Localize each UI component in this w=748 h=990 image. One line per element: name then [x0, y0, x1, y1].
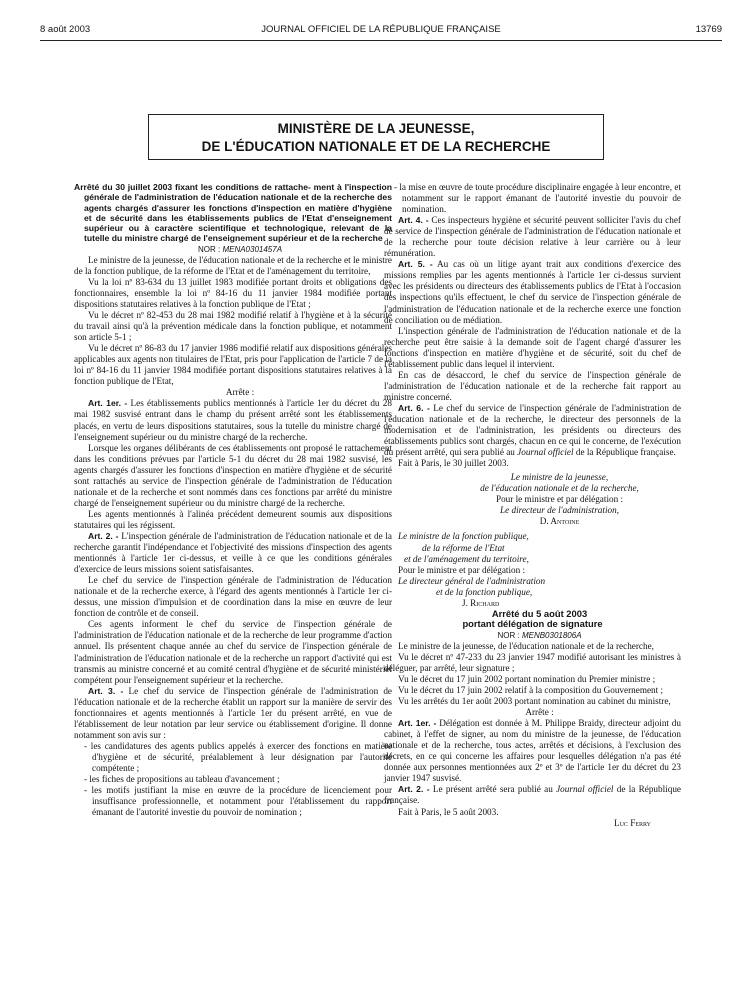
- arrete2-title-line-2: portant délégation de signature: [462, 618, 603, 630]
- arrete2-para: Le ministre de la jeunesse, de l'éducation nationale et de la recherche,: [398, 640, 654, 651]
- article-text: Délégation est donnée à M. Philippe Braidy, directeur adjoint du cabinet, à l'effet de signer, au nom du ministre de la jeunesse, de l'éducation nationale et de la recherche, tous actes, arrêtés et décisions, à l'exclusion des décrets, en ce qui concerne les affaires pour lesquelles délégation n'a pas été donnée aux personnes mentionnées aux 2º et 3º de l'article 1er du décret du 23 janvier 1947 susvisé.: [384, 718, 681, 784]
- arrete1-para: Les agents mentionnés à l'alinéa précédent demeurent soumis aux dispositions statutaires qui les régissent.: [74, 508, 392, 530]
- arrete2-fait: Fait à Paris, le 5 août 2003.: [398, 806, 499, 817]
- arrete1-article-4: [384, 215, 681, 259]
- signature-line: Pour le ministre et par délégation :: [495, 494, 624, 505]
- article-text: Ces inspecteurs hygiène et sécurité peuvent solliciter l'avis du chef de service de l'inspection générale de l'administration de l'éducation nationale et de la recherche pour toute décision relative à leur carrière ou à leur rémunération.: [384, 215, 681, 259]
- arrete1-para: Le chef du service de l'inspection générale de l'administration de l'éducation nationale et de la recherche exerce, à l'égard des agents mentionnés à l'article 1er ci-dessus, une mission d'impulsion et de coordination dans la mise en œuvre de leur fonction de contrôle et de conseil.: [74, 575, 392, 619]
- article-text: Au cas où un litige ayant trait aux conditions d'exercice des missions remplies par les agents mentionnés à l'article 1er ci-dessus survient avec les présidents ou directeurs des établissements publics de l'Etat à l'occasion des inspections qu'ils effectuent, le chef du service de l'inspection générale de l'administration de l'éducation nationale et de la recherche exerce une fonction de conciliation ou de médiation.: [384, 259, 682, 325]
- nor-code: MENB0301806A: [521, 630, 582, 640]
- left-column: [74, 182, 392, 818]
- arrete1-article-5: [384, 259, 681, 325]
- signature-line: Le directeur de l'administration,: [499, 505, 619, 516]
- arrete1-para: Lorsque les organes délibérants de ces établissements ont proposé le rattachement dans les conditions prévues par l'article 5-1 du décret du 28 mai 1982 susvisé, les agents chargés d'assurer les fonctions d'inspection en matière d'hygiène et de sécurité sont rattachés au service de l'inspection générale de l'administration de l'éducation nationale et de la recherche et sont nommés dans ces fonctions par arrêté du ministre chargé de l'enseignement supérieur ou du ministre chargé de la recherche.: [74, 442, 392, 508]
- arrete2-title-line-1: Arrêté du 5 août 2003: [491, 607, 588, 619]
- right-column: [384, 182, 681, 829]
- running-header: [40, 24, 722, 38]
- header-journal-title: JOURNAL OFFICIEL DE LA RÉPUBLIQUE FRANÇAISE: [261, 24, 501, 35]
- signature-line: Le directeur général de l'administration: [398, 575, 546, 586]
- article-text: de la République française.: [384, 784, 681, 806]
- article-label: Art. 1er. -: [398, 718, 437, 729]
- article-text: Les établissements publics mentionnés à l'article 1er du décret du 28 mai 1982 susvisé entrant dans le champ du présent arrêté sont les établissements placés, en vertu de leurs dispositions statutaires, sous la tutelle du ministre chargé de l'enseignement supérieur ou du ministre chargé de la recherche.: [74, 398, 392, 442]
- signatory-name: D. Antoine: [539, 516, 580, 527]
- arrete1-fait: Fait à Paris, le 30 juillet 2003.: [398, 458, 509, 469]
- article-text: Le présent arrêté sera publié au: [432, 784, 557, 795]
- signature-line: Le ministre de la jeunesse,: [510, 472, 609, 483]
- signatory-name: J. Richard: [462, 597, 500, 608]
- signatory: [384, 818, 681, 829]
- arrete1-article-6: [384, 403, 681, 458]
- arrete1-title: [74, 182, 392, 244]
- arrete1-para: L'inspection générale de l'administration de l'éducation nationale et de la recherche peut être saisie à la demande soit de l'agent chargé d'assurer les fonctions d'inspection en matière d'hygiène et de sécurité, soit du chef de l'établissement public dans lequel il intervient.: [384, 325, 681, 369]
- article-text: L'inspection générale de l'administration de l'éducation nationale et de la recherche garantit l'indépendance et l'objectivité des missions d'inspection des agents mentionnés à l'article 1er ci-dessus, et veille à ce que les conditions générales d'exercice de leurs missions soient satisfaisantes.: [74, 531, 393, 575]
- article-label: Art. 3. -: [88, 685, 124, 696]
- list-item: - la mise en œuvre de toute procédure disciplinaire engagée à leur encontre, et notamment sur le rapport émanant de l'autorité investie du pouvoir de nomination.: [394, 182, 681, 215]
- journal-officiel-ref: Journal officiel: [556, 784, 614, 795]
- signatory: [424, 516, 681, 527]
- arrete1-para: Le ministre de la jeunesse, de l'éducation nationale et de la recherche et le ministre de la fonction publique, de la réforme de l'Etat et de l'aménagement du territoire,: [74, 254, 392, 276]
- nor-code: MENA0301457A: [222, 244, 283, 254]
- arrete2-nor: [384, 630, 681, 641]
- nor-label: NOR :: [497, 630, 520, 640]
- article-text: Le chef du service de l'inspection générale de l'administration de l'éducation nationale et de la recherche, le directeur des personnels de la modernisation et de l'administration, les présidents ou directeurs des établissements publics sont chargés, chacun en ce qui le concerne, de l'exécution du présent arrêté, qui sera publié au: [384, 402, 681, 458]
- arrete1-article-1: [74, 398, 392, 442]
- arrete1-arrete-label: Arrête :: [225, 387, 255, 398]
- header-rule: [40, 40, 722, 41]
- article-label: Art. 4. -: [398, 215, 429, 226]
- arrete2-article-2: [384, 784, 681, 806]
- list-item: - les fiches de propositions au tableau d'avancement ;: [84, 774, 280, 785]
- article-label: Art. 2. -: [88, 531, 119, 541]
- signature-line: et de l'aménagement du territoire,: [404, 553, 529, 564]
- journal-officiel-ref: Journal officiel: [517, 447, 574, 458]
- signature-line: de la réforme de l'Etat: [422, 542, 505, 553]
- arrete1-para: Vu le décret nº 82-453 du 28 mai 1982 modifié relatif à l'hygiène et à la sécurité du travail ainsi qu'à la prévention médicale dans la fonction publique, et notamment son article 5-1 ;: [74, 310, 392, 343]
- signature-block-2: [384, 531, 681, 608]
- list-item: - les motifs justifiant la mise en œuvre de la procédure de licenciement pour insuffisance professionnelle, et notamment pour l'établissement du rapport émanant de l'autorité investie du pouvoir de nomination ;: [84, 785, 392, 818]
- arrete1-para: En cas de désaccord, le chef du service de l'inspection générale de l'administration de l'éducation nationale et de la recherche fait rapport au ministre concerné.: [384, 369, 681, 402]
- arrete1-article-2: [74, 531, 392, 575]
- arrete2-para: Vu les arrêtés du 1er août 2003 portant nomination au cabinet du ministre,: [398, 696, 671, 707]
- arrete1-para: Ces agents informent le chef du service de l'inspection générale de l'administration de l'éducation nationale et de la recherche de leur programme d'action annuel. Ils présentent chaque année au chef du service de l'inspection générale de l'administration de l'éducation nationale et de la recherche un rapport d'activité qui est transmis au ministre concerné et au comité central d'hygiène et de sécurité ministériel compétent pour l'enseignement supérieur et la recherche.: [74, 619, 392, 685]
- arrete1-nor: [74, 244, 392, 255]
- ministry-line-1: MINISTÈRE DE LA JEUNESSE,: [277, 121, 475, 136]
- article-text: de la République française.: [573, 447, 676, 458]
- article-label: Art. 6. -: [398, 402, 430, 413]
- arrete2-para: Vu le décret nº 47-233 du 23 janvier 1947 modifié autorisant les ministres à déléguer, par arrêté, leur signature ;: [384, 651, 681, 673]
- nor-label: NOR :: [197, 244, 221, 254]
- arrete1-para: Vu la loi nº 83-634 du 13 juillet 1983 modifiée portant droits et obligations des fonctionnaires, ensemble la loi nº 84-16 du 11 janvier 1984 modifiée portant dispositions statutaires relatives à la fonction publique de l'Etat ;: [74, 276, 392, 310]
- article-label: Art. 1er. -: [88, 398, 128, 409]
- ministry-heading-box: [148, 114, 604, 160]
- article-label: Art. 2. -: [398, 784, 430, 795]
- signatory-name: Luc Ferry: [613, 817, 651, 828]
- ministry-line-2: DE L'ÉDUCATION NATIONALE ET DE LA RECHERCHE: [201, 139, 551, 154]
- header-date: 8 août 2003: [40, 24, 91, 35]
- signature-line: de l'éducation nationale et de la recherche,: [480, 483, 639, 494]
- arrete1-title-rest: ment à l'inspection générale de l'administration de l'éducation nationale et de la recherche des agents chargés d'assurer les fonctions d'inspection en matière d'hygiène et de sécurité dans les établissements publics de l'Etat d'enseignement supérieur ou à caractère scientifique et technologique, relevant de la tutelle du ministre chargé de l'enseignement supérieur et de la recherche: [84, 182, 392, 244]
- list-item: - les candidatures des agents publics appelés à exercer des fonctions en matière d'hygiène et de sécurité, préalablement à leur désignation par l'autorité compétente ;: [84, 740, 392, 773]
- arrete2-para: Vu le décret du 17 juin 2002 relatif à la composition du Gouvernement ;: [398, 685, 664, 696]
- arrete2-arrete-label: Arrête :: [525, 707, 554, 718]
- signature-line: Le ministre de la fonction publique,: [398, 531, 529, 542]
- signature-block-1: [384, 472, 681, 527]
- arrete2-article-1: [384, 718, 681, 784]
- signature-line: et de la fonction publique,: [436, 586, 533, 597]
- arrete2-para: Vu le décret du 17 juin 2002 portant nomination du Premier ministre ;: [398, 673, 656, 684]
- header-page-number: 13769: [695, 24, 722, 35]
- article-text: Le chef du service de l'inspection générale de l'administration de l'éducation nationale et de la recherche établit un rapport sur la manière de servir des fonctionnaires et agents mentionnés à l'article 1er du présent arrêté, en vue de l'établissement de leur notation par leur service ou établissement d'origine. Il donne notamment son avis sur :: [74, 685, 392, 740]
- article-label: Art. 5. -: [398, 259, 433, 270]
- arrete2-title: [384, 609, 681, 630]
- signature-line: Pour le ministre et par délégation :: [398, 564, 526, 575]
- arrete1-para: Vu le décret nº 86-83 du 17 janvier 1986 modifié relatif aux dispositions générales applicables aux agents non titulaires de l'Etat, pris pour l'application de l'article 7 de la loi nº 84-16 du 11 janvier 1984 modifiée portant dispositions statutaires relatives à la fonction publique de l'Etat,: [74, 343, 392, 387]
- arrete1-article-3: [74, 686, 392, 741]
- arrete1-title-lead: Arrêté du 30 juillet 2003 fixant les conditions de rattache-: [74, 182, 311, 192]
